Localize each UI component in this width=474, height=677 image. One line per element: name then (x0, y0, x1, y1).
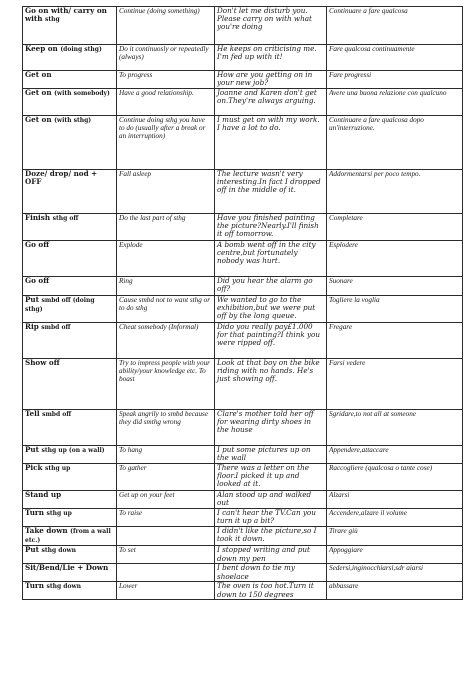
example-cell: Alan stood up and walked out (215, 491, 327, 509)
example-cell: I put some pictures up on the wall (215, 446, 327, 464)
italian-translation-cell: Alzarsi (327, 491, 463, 509)
italian-translation-cell: Raccogliere (qualcosa o tante cose) (327, 464, 463, 491)
phrasal-verb-text: Get on (25, 88, 52, 97)
meaning-cell: Explode (117, 241, 215, 277)
meaning-cell: Cheat somebody (Informal) (117, 323, 215, 359)
phrasal-verb-text: Put (25, 295, 39, 304)
phrasal-verb-text: Doze/ drop/ nod + OFF (25, 169, 98, 187)
phrasal-verb-cell (23, 323, 117, 359)
phrasal-verb-object-note: (with somebody) (54, 90, 110, 97)
example-cell: The oven is too hot.Turn it down to 150 degrees (215, 582, 327, 600)
table-row (23, 170, 463, 214)
phrasal-verb-cell (23, 509, 117, 527)
table-row (23, 446, 463, 464)
phrasal-verb-text: Get on (25, 115, 52, 124)
italian-translation-cell: Togliere la voglia (327, 296, 463, 323)
italian-translation-cell: Appendere,attaccare (327, 446, 463, 464)
italian-translation-cell: Fare progressi (327, 71, 463, 89)
phrasal-verb-cell (23, 71, 117, 89)
phrasal-verb-text: Pick (25, 463, 43, 472)
phrasal-verb-cell (23, 7, 117, 45)
phrasal-verb-cell (23, 491, 117, 509)
example-cell: Joanne and Karen don't get on.They're always arguing. (215, 89, 327, 116)
meaning-cell: To progress (117, 71, 215, 89)
meaning-cell: Ring (117, 277, 215, 296)
example-cell: I must get on with my work. I have a lot to do. (215, 116, 327, 170)
phrasal-verb-text: Go on with/ carry on with (25, 6, 107, 24)
meaning-cell: To gather (117, 464, 215, 491)
italian-translation-cell: Esplodere (327, 241, 463, 277)
phrasal-verb-cell (23, 564, 117, 582)
example-cell: Look at that boy on the bike riding with no hands. He's just showing off. (215, 359, 327, 410)
table-row (23, 509, 463, 527)
meaning-cell: Continue (doing something) (117, 7, 215, 45)
phrasal-verb-object-note: (from a wall etc.) (25, 528, 111, 545)
phrasal-verb-text: Get on (25, 70, 52, 79)
example-cell: There was a letter on the floor.I picked it up and looked at it. (215, 464, 327, 491)
example-cell: A bomb went off in the city centre,but fortunately nobody was hurt. (215, 241, 327, 277)
phrasal-verb-text: Rip (25, 322, 39, 331)
example-cell: He keeps on criticising me. I'm fed up with it! (215, 45, 327, 71)
phrasal-verb-text: Turn (25, 508, 44, 517)
phrasal-verb-cell (23, 359, 117, 410)
phrasal-verb-cell (23, 277, 117, 296)
table-row (23, 359, 463, 410)
table-row (23, 71, 463, 89)
phrasal-verb-text: Take down (25, 526, 68, 535)
phrasal-verb-object-note: sthg up (on a wall) (41, 447, 105, 454)
phrasal-verb-object-note: sthg off (52, 215, 79, 222)
italian-translation-cell: Sedersi,inginocchiarsi,sdr aiarsi (327, 564, 463, 582)
phrasal-verb-text: Put (25, 545, 39, 555)
phrasal-verb-cell (23, 582, 117, 600)
table-row (23, 546, 463, 564)
example-cell: I didn't like the picture,so I took it down. (215, 527, 327, 546)
table-row (23, 116, 463, 170)
table-row (23, 214, 463, 241)
phrasal-verb-text: Finish (25, 213, 51, 222)
phrasal-verb-object-note: sthg up (46, 510, 72, 517)
italian-translation-cell: Sgridare,to not all at someone (327, 410, 463, 446)
phrasal-verb-cell (23, 214, 117, 241)
italian-translation-cell: Fare qualcosa continuamente (327, 45, 463, 71)
table-row (23, 564, 463, 582)
phrasal-verb-cell (23, 45, 117, 71)
phrasal-verb-object-note: smbd off (42, 411, 72, 418)
example-cell: We wanted to go to the exhibition,but we were put off by the long queue. (215, 296, 327, 323)
meaning-cell: Have a good relationship. (117, 89, 215, 116)
phrasal-verb-cell (23, 89, 117, 116)
phrasal-verb-cell (23, 410, 117, 446)
phrasal-verb-cell (23, 446, 117, 464)
table-row (23, 45, 463, 71)
italian-translation-cell: Completare (327, 214, 463, 241)
phrasal-verb-cell (23, 546, 117, 564)
italian-translation-cell: Tirare giù (327, 527, 463, 546)
table-row (23, 464, 463, 491)
phrasal-verb-text: Stand up (25, 490, 62, 499)
phrasal-verb-cell (23, 116, 117, 170)
phrasal-verb-text: Keep on (25, 44, 58, 53)
table-row (23, 89, 463, 116)
table-row (23, 527, 463, 546)
meaning-cell: Continue doing sthg you have to do (usually after a break or an interruption) (117, 116, 215, 170)
meaning-cell: Cause smbd not to want sthg or to do sthg (117, 296, 215, 323)
example-cell: The lecture wasn't very interesting.In fact I dropped off in the middle of it. (215, 170, 327, 214)
example-cell: How are you getting on in your new job? (215, 71, 327, 89)
italian-translation-cell: Fregare (327, 323, 463, 359)
phrasal-verb-object-note: sthg down (41, 547, 76, 555)
table-row (23, 323, 463, 359)
phrasal-verb-object-note: sthg (44, 16, 60, 24)
phrasal-verb-cell (23, 170, 117, 214)
example-cell: Have you finished painting the picture?Nearly.I'll finish it off tomorrow. (215, 214, 327, 241)
italian-translation-cell: Continuare a fare qualcosa (327, 7, 463, 45)
phrasal-verb-text: Show off (25, 358, 60, 367)
meaning-cell: Fall asleep (117, 170, 215, 214)
phrasal-verb-object-note: (with sthg) (54, 117, 92, 124)
meaning-cell: Lower (117, 582, 215, 600)
table-row (23, 277, 463, 296)
meaning-cell: Do the last part of sthg (117, 214, 215, 241)
phrasal-verb-object-note: (doing sthg) (60, 46, 102, 53)
meaning-cell: To set (117, 546, 215, 564)
table-row (23, 241, 463, 277)
phrasal-verb-object-note: sthg up (45, 465, 71, 472)
meaning-cell: Speak angrily to smbd because they did smthg wrong (117, 410, 215, 446)
meaning-cell: To hang (117, 446, 215, 464)
italian-translation-cell: Avere una buona relazione con qualcuno (327, 89, 463, 116)
table-row (23, 491, 463, 509)
meaning-cell: Do it continuosly or repeatedly (always) (117, 45, 215, 71)
phrasal-verb-cell (23, 241, 117, 277)
meaning-cell: To raise (117, 509, 215, 527)
phrasal-verb-text: Go off (25, 240, 50, 249)
phrasal-verb-text: Sit/Bend/Lie + Down (25, 563, 109, 573)
meaning-cell (117, 527, 215, 546)
phrasal-verb-object-note: smbd off (doing sthg) (25, 297, 95, 314)
meaning-cell: Try to impress people with your ability/your knowledge etc. To boast (117, 359, 215, 410)
example-cell: Did you hear the alarm go off? (215, 277, 327, 296)
table-row (23, 582, 463, 600)
phrasal-verb-cell (23, 296, 117, 323)
phrasal-verb-cell (23, 527, 117, 546)
meaning-cell: Get up on your feet (117, 491, 215, 509)
phrasal-verb-text: Turn (25, 581, 44, 591)
italian-translation-cell: Farsi vedere (327, 359, 463, 410)
italian-translation-cell: Continuare a fare qualcosa dopo un'interruzione. (327, 116, 463, 170)
phrasal-verbs-table (22, 6, 463, 600)
italian-translation-cell: Addormentarsi per poco tempo. (327, 170, 463, 214)
phrasal-verb-text: Go off (25, 276, 50, 285)
phrasal-verb-object-note: sthg down (46, 583, 81, 591)
meaning-cell (117, 564, 215, 582)
phrasal-verb-cell (23, 464, 117, 491)
italian-translation-cell: abbassare (327, 582, 463, 600)
table-row (23, 296, 463, 323)
example-cell: Dido you really pay£1.000 for that painting?I think you were ripped off. (215, 323, 327, 359)
example-cell: Clare's mother told her off for wearing dirty shoes in the house (215, 410, 327, 446)
example-cell: I bent down to tie my shoelace (215, 564, 327, 582)
phrasal-verb-text: Put (25, 445, 39, 454)
italian-translation-cell: Appoggiare (327, 546, 463, 564)
italian-translation-cell: Accendere,alzare il volume (327, 509, 463, 527)
table-body (23, 7, 463, 600)
example-cell: Don't let me disturb you. Please carry on with what you're doing (215, 7, 327, 45)
example-cell: I stopped writing and put down my pen (215, 546, 327, 564)
table-row (23, 410, 463, 446)
italian-translation-cell: Suonare (327, 277, 463, 296)
phrasal-verb-object-note: smbd off (41, 324, 71, 331)
table-row (23, 7, 463, 45)
example-cell: I can't hear the TV.Can you turn it up a bit? (215, 509, 327, 527)
phrasal-verb-text: Tell (25, 409, 40, 418)
